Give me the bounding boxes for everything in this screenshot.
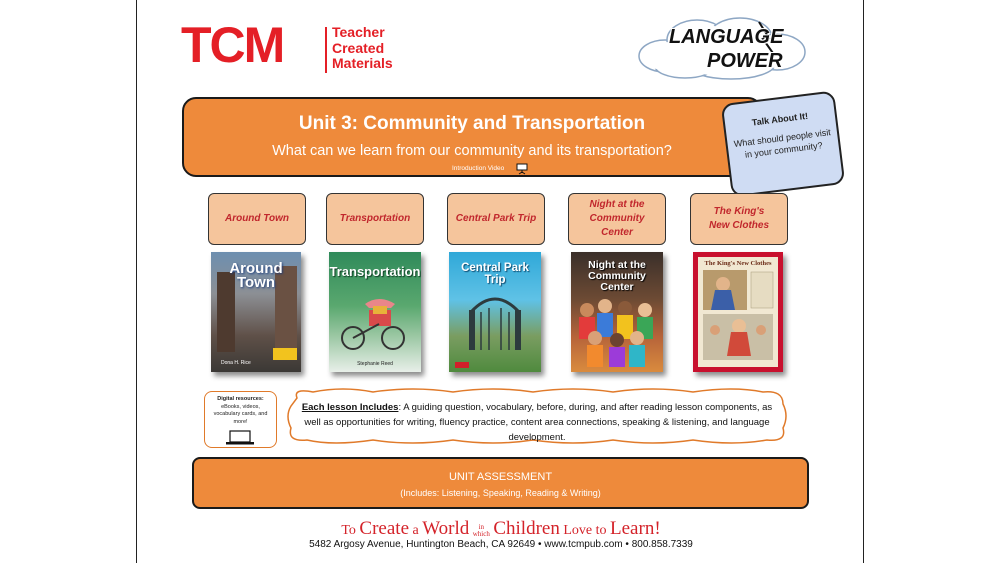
tagline-part: in xyxy=(478,522,485,531)
book-cover-around-town[interactable] xyxy=(211,252,301,372)
book-cover-transportation[interactable] xyxy=(329,252,421,372)
lesson-includes-lead: Each lesson Includes xyxy=(301,402,399,413)
unit-banner xyxy=(182,97,762,177)
cover-title: Central Park Trip xyxy=(461,262,529,286)
publisher-badge xyxy=(455,362,469,368)
intro-video-link[interactable]: Introduction Video xyxy=(452,165,505,172)
unit-question: What can we learn from our community and its transportation? xyxy=(272,143,672,159)
park-gate-illustration xyxy=(463,282,527,352)
logo-line-3: Materials xyxy=(332,55,393,71)
language-power-logo xyxy=(635,12,809,84)
lesson-button-night-community-center[interactable]: Night at the Community Center xyxy=(568,193,666,245)
king-illustration xyxy=(701,270,775,364)
tagline-in-which xyxy=(473,524,490,538)
rickshaw-illustration xyxy=(339,294,411,352)
lesson-button-around-town[interactable]: Around Town xyxy=(208,193,306,245)
tagline-part: to xyxy=(592,523,611,538)
talk-about-it-card xyxy=(721,90,846,197)
lesson-button-transportation[interactable]: Transportation xyxy=(326,193,424,245)
brand-line-1: LANGUAGE xyxy=(669,26,784,48)
lesson-includes-body: : A guiding question, vocabulary, before, during, and after reading lesson components, as well as opportunities for writing, fluency practice, content area connections, speaking & listening, and language development. xyxy=(304,402,773,443)
book-cover-kings-new-clothes[interactable] xyxy=(693,252,783,372)
brand-line-2: POWER xyxy=(707,50,783,72)
footer-tagline xyxy=(137,518,865,540)
tagline-part: Love xyxy=(559,523,593,538)
lesson-button-kings-new-clothes[interactable]: The King's New Clothes xyxy=(690,193,788,245)
logo-line-1: Teacher xyxy=(332,24,385,40)
talk-title: Talk About It! xyxy=(751,110,809,128)
cover-title: Night at the Community Center xyxy=(588,259,646,293)
tagline-part: Children xyxy=(493,518,560,539)
tcm-logo-words xyxy=(332,25,393,72)
taxi-shape xyxy=(273,348,297,360)
tagline-part: World xyxy=(422,518,470,539)
digital-title: Digital resources: xyxy=(217,396,264,402)
lesson-button-central-park-trip[interactable]: Central Park Trip xyxy=(447,193,545,245)
flyer-page xyxy=(136,0,864,563)
assessment-title: UNIT ASSESSMENT xyxy=(448,471,553,483)
presentation-screen-icon[interactable] xyxy=(516,163,528,175)
tagline-part: To xyxy=(341,523,360,538)
digital-body: eBooks, videos, vocabulary cards, and more! xyxy=(213,403,268,425)
cover-author: Stephanie Reed xyxy=(357,361,393,367)
cover-title: The King's New Clothes xyxy=(704,260,772,267)
book-cover-night-community-center[interactable] xyxy=(571,252,663,372)
book-cover-central-park-trip[interactable] xyxy=(449,252,541,372)
talk-question: What should people visit in your community? xyxy=(733,127,832,160)
cover-title: Around Town xyxy=(229,260,283,291)
tagline-part: Create xyxy=(359,518,409,539)
tcm-logo-mark: TCM xyxy=(181,17,284,73)
cover-author: Dona H. Rice xyxy=(221,360,251,366)
tagline-part: which xyxy=(472,529,490,538)
tagline-part: a xyxy=(409,523,423,538)
lesson-includes-text xyxy=(293,400,781,445)
children-group-illustration xyxy=(575,296,659,368)
logo-divider xyxy=(325,27,327,73)
logo-line-2: Created xyxy=(332,39,385,56)
assessment-subtitle: (Includes: Listening, Speaking, Reading & Writing) xyxy=(400,488,601,498)
tagline-part: Learn! xyxy=(610,518,661,539)
unit-title: Unit 3: Community and Transportation xyxy=(298,113,646,134)
cover-title: Transportation xyxy=(329,264,421,279)
unit-assessment-banner[interactable] xyxy=(192,457,809,509)
laptop-icon xyxy=(225,430,255,445)
footer-address: 5482 Argosy Avenue, Huntington Beach, CA 92649 • www.tcmpub.com • 800.858.7339 xyxy=(309,539,693,550)
